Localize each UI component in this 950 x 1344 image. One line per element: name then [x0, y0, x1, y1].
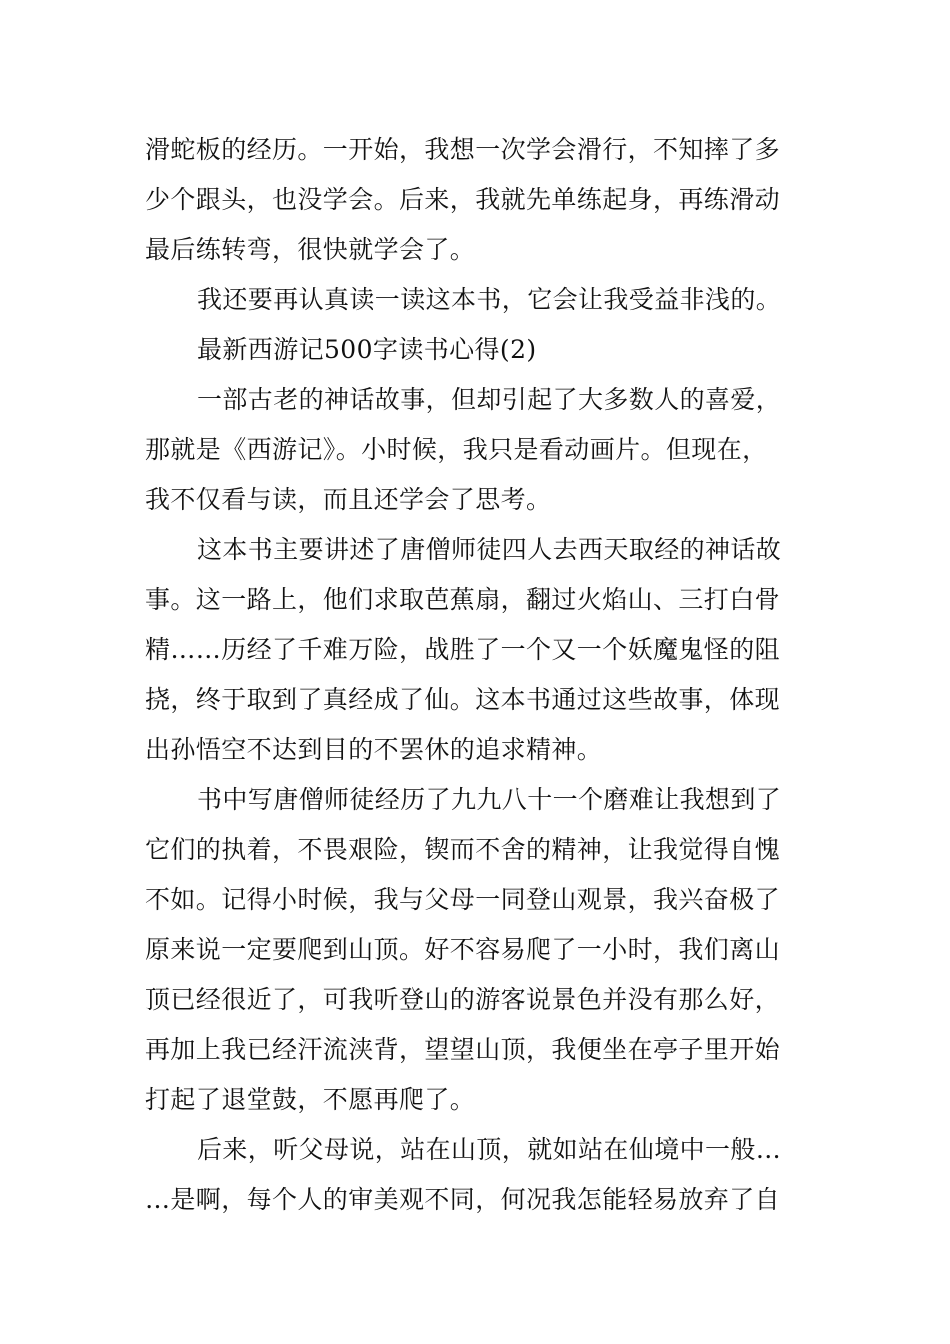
text-line: 后来，听父母说，站在山顶，就如站在仙境中一般… [197, 1135, 782, 1164]
text-line: 再加上我已经汗流浃背，望望山顶，我便坐在亭子里开始 [145, 1035, 781, 1064]
text-line: 精……历经了千难万险，战胜了一个又一个妖魔鬼怪的阻 [145, 635, 781, 664]
text-line: 滑蛇板的经历。一开始，我想一次学会滑行，不知摔了多 [145, 135, 781, 164]
text-line: 我不仅看与读，而且还学会了思考。 [145, 485, 552, 514]
text-line: 最后练转弯，很快就学会了。 [145, 235, 476, 264]
text-line: 这本书主要讲述了唐僧师徒四人去西天取经的神话故 [197, 535, 782, 564]
text-line: …是啊，每个人的审美观不同，何况我怎能轻易放弃了自 [145, 1185, 781, 1214]
text-line: 打起了退堂鼓，不愿再爬了。 [145, 1085, 476, 1114]
text-line: 少个跟头，也没学会。后来，我就先单练起身，再练滑动 [145, 185, 781, 214]
text-line: 那就是《西游记》。小时候，我只是看动画片。但现在， [145, 435, 768, 464]
text-line: 不如。记得小时候，我与父母一同登山观景，我兴奋极了 [145, 885, 781, 914]
text-line: 它们的执着，不畏艰险，锲而不舍的精神，让我觉得自愧 [145, 835, 781, 864]
text-line: 我还要再认真读一读这本书，它会让我受益非浅的。 [197, 285, 782, 314]
section-heading: 最新西游记500字读书心得(2) [197, 335, 537, 364]
text-line: 事。这一路上，他们求取芭蕉扇，翻过火焰山、三打白骨 [145, 585, 781, 614]
text-line: 挠，终于取到了真经成了仙。这本书通过这些故事，体现 [145, 685, 781, 714]
text-line: 书中写唐僧师徒经历了九九八十一个磨难让我想到了 [197, 785, 782, 814]
text-line: 一部古老的神话故事，但却引起了大多数人的喜爱， [197, 385, 782, 414]
text-line: 出孙悟空不达到目的不罢休的追求精神。 [145, 735, 603, 764]
text-line: 原来说一定要爬到山顶。好不容易爬了一小时，我们离山 [145, 935, 781, 964]
text-line: 顶已经很近了，可我听登山的游客说景色并没有那么好， [145, 985, 781, 1014]
